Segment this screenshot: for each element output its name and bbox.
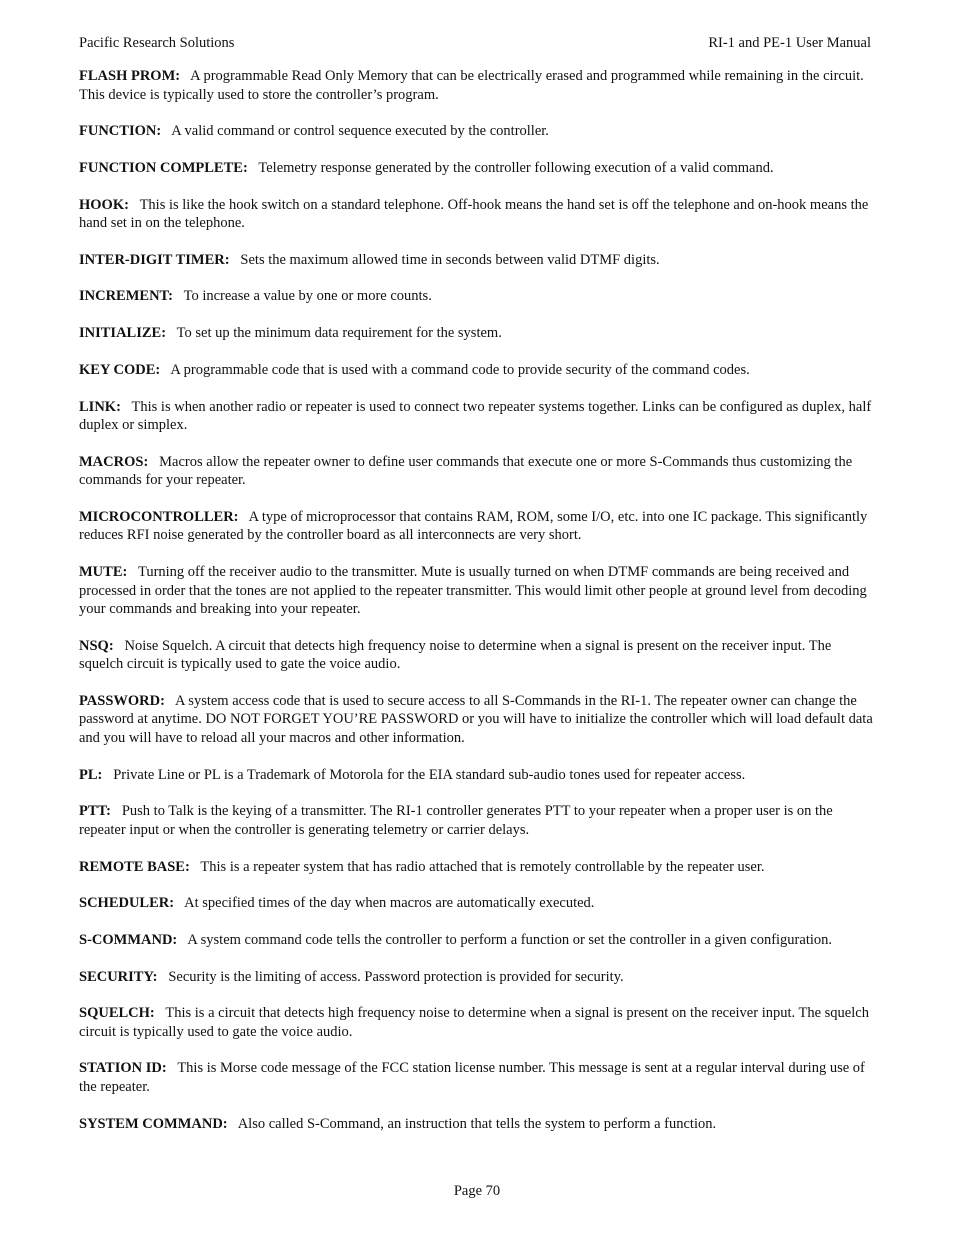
glossary-term: PTT: — [79, 803, 111, 820]
glossary-entry — [79, 968, 879, 987]
glossary-definition: Security is the limiting of access. Password protection is provided for security. — [168, 968, 624, 985]
glossary-entry — [79, 894, 879, 913]
glossary-term: SECURITY: — [79, 968, 158, 985]
glossary-term: MICROCONTROLLER: — [79, 508, 239, 525]
glossary-term: LINK: — [79, 398, 121, 415]
glossary-term: REMOTE BASE: — [79, 858, 190, 875]
glossary-list — [79, 67, 879, 1151]
glossary-entry — [79, 1115, 879, 1134]
glossary-entry — [79, 1059, 879, 1096]
glossary-entry — [79, 766, 879, 785]
glossary-definition: To set up the minimum data requirement for the system. — [176, 325, 502, 342]
glossary-entry — [79, 251, 879, 270]
glossary-entry — [79, 858, 879, 877]
glossary-entry — [79, 508, 879, 545]
glossary-term: SYSTEM COMMAND: — [79, 1115, 228, 1132]
glossary-entry — [79, 67, 879, 104]
glossary-entry — [79, 637, 879, 674]
glossary-term: SCHEDULER: — [79, 895, 175, 912]
glossary-term: INITIALIZE: — [79, 325, 167, 342]
glossary-definition: At specified times of the day when macros are automatically executed. — [184, 895, 595, 912]
glossary-term: FUNCTION COMPLETE: — [79, 159, 248, 176]
glossary-definition: This is when another radio or repeater is used to connect two repeater systems together. Links can be configured as duplex, half duplex or simplex. — [79, 398, 872, 433]
glossary-term: NSQ: — [79, 637, 114, 654]
glossary-entry — [79, 453, 879, 490]
glossary-term: S-COMMAND: — [79, 931, 178, 948]
glossary-term: SQUELCH: — [79, 1005, 155, 1022]
glossary-definition: A programmable code that is used with a command code to provide security of the command codes. — [170, 361, 750, 378]
glossary-definition: A system access code that is used to secure access to all S-Commands in the RI-1. The repeater owner can change the password at anytime. DO NOT FORGET YOU’RE PASSWORD or you will have to initialize the controller which will load default data and you will have to reload all your macros and other information. — [79, 692, 873, 746]
glossary-term: KEY CODE: — [79, 361, 161, 378]
glossary-term: FLASH PROM: — [79, 68, 181, 84]
glossary-entry — [79, 1004, 879, 1041]
glossary-definition: A programmable Read Only Memory that can be electrically erased and programmed while remaining in the circuit. This device is typically used to store the controller’s program. — [79, 68, 864, 103]
glossary-definition: Private Line or PL is a Trademark of Motorola for the EIA standard sub-audio tones used for repeater access. — [113, 766, 746, 783]
glossary-definition: Also called S-Command, an instruction that tells the system to perform a function. — [237, 1115, 717, 1132]
glossary-definition: This is like the hook switch on a standard telephone. Off-hook means the hand set is off the telephone and on-hook means the hand set in on the telephone. — [79, 196, 869, 232]
glossary-entry — [79, 398, 879, 435]
glossary-definition: This is a circuit that detects high frequency noise to determine when a signal is present on the receiver input. The squelch circuit is typically used to gate the voice audio. — [79, 1005, 869, 1040]
glossary-entry — [79, 361, 879, 380]
header-company: Pacific Research Solutions — [79, 35, 235, 51]
glossary-definition: This is a repeater system that has radio attached that is remotely controllable by the repeater user. — [200, 858, 765, 875]
glossary-term: PL: — [79, 766, 103, 783]
glossary-definition: A system command code tells the controller to perform a function or set the controller in a given configuration. — [187, 931, 833, 948]
glossary-entry — [79, 802, 879, 839]
glossary-term: HOOK: — [79, 196, 129, 213]
glossary-definition: Noise Squelch. A circuit that detects high frequency noise to determine when a signal is present on the receiver input. The squelch circuit is typically used to gate the voice audio. — [79, 637, 832, 673]
page-number: Page 70 — [453, 1183, 501, 1199]
glossary-definition: Turning off the receiver audio to the transmitter. Mute is usually turned on when DTMF commands are being received and processed in order that the tones are not applied to the repeater transmitter. This would limit other people at ground level from decoding your commands and breaking into your repeater. — [79, 564, 867, 618]
glossary-definition: Push to Talk is the keying of a transmitter. The RI-1 controller generates PTT to your repeater when a proper user is on the repeater input or when the controller is generating telemetry or carrier delays. — [79, 803, 833, 838]
glossary-term: MACROS: — [79, 453, 149, 470]
glossary-term: INTER-DIGIT TIMER: — [79, 251, 230, 268]
glossary-entry — [79, 287, 879, 306]
glossary-definition: Telemetry response generated by the controller following execution of a valid command. — [258, 159, 774, 176]
glossary-entry — [79, 122, 879, 141]
glossary-entry — [79, 159, 879, 178]
glossary-entry — [79, 692, 879, 748]
glossary-definition: To increase a value by one or more counts. — [183, 288, 432, 305]
glossary-definition: Macros allow the repeater owner to define user commands that execute one or more S-Commands thus customizing the commands for your repeater. — [79, 453, 853, 489]
glossary-term: INCREMENT: — [79, 288, 173, 305]
glossary-entry — [79, 563, 879, 619]
glossary-term: PASSWORD: — [79, 692, 165, 709]
glossary-definition: A valid command or control sequence executed by the controller. — [171, 123, 549, 140]
glossary-definition: This is Morse code message of the FCC station license number. This message is sent at a regular interval during use of the repeater. — [79, 1060, 865, 1095]
glossary-entry — [79, 931, 879, 950]
glossary-definition: A type of microprocessor that contains RAM, ROM, some I/O, etc. into one IC package. This significantly reduces RFI noise generated by the controller board as all interconnects are very short. — [79, 508, 868, 544]
header-manual-title: RI-1 and PE-1 User Manual — [708, 35, 871, 51]
glossary-term: STATION ID: — [79, 1060, 167, 1077]
glossary-entry — [79, 324, 879, 343]
glossary-term: MUTE: — [79, 564, 128, 581]
page-header — [79, 34, 871, 54]
glossary-entry — [79, 196, 879, 233]
glossary-term: FUNCTION: — [79, 123, 162, 140]
glossary-definition: Sets the maximum allowed time in seconds between valid DTMF digits. — [240, 251, 660, 268]
